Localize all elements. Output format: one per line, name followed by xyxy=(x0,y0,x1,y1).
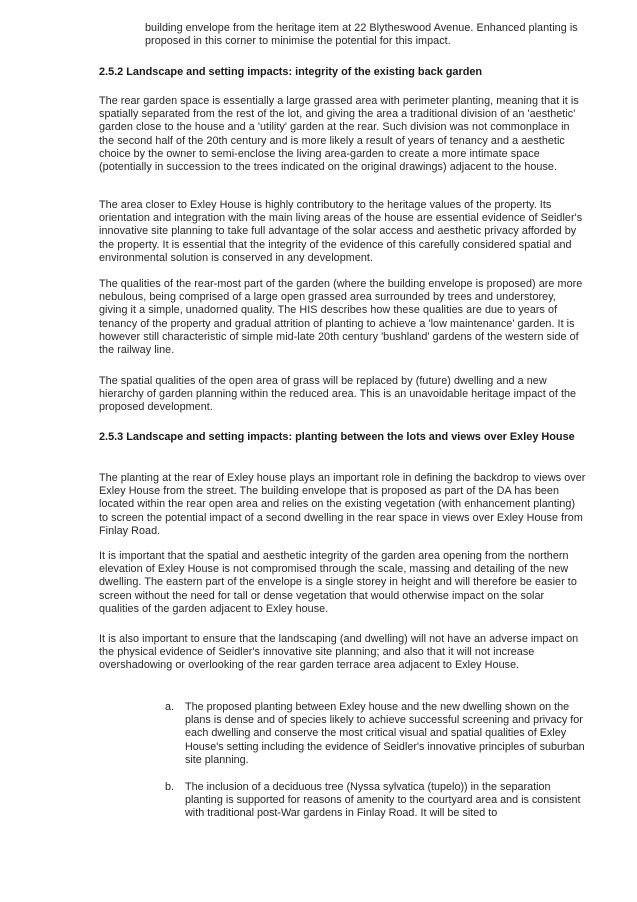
section-2-5-2-paragraph-3: The qualities of the rear-most part of the garden (where the building envelope is proposed) are more nebulous, being comprised of a large open grassed area surrounded by trees and understorey, giving it a simple, unadorned quality. The HIS describes how these qualities are due to years of tenancy of the property and gradual attrition of planting to achieve a 'low maintenance' garden. It is however still characteristic of simple mid-late 20th century 'bushland' gardens of the western side of the railway line. xyxy=(99,278,583,357)
list-item-a xyxy=(165,701,595,767)
section-2-5-3-paragraph-3: It is also important to ensure that the landscaping (and dwelling) will not have an adverse impact on the physical evidence of Seidler's innovative site planning; and also that it will not increase overshadowing or overlooking of the rear garden terrace area adjacent to Exley House. xyxy=(99,633,579,672)
list-item-text: The inclusion of a deciduous tree (Nyssa sylvatica (tupelo)) in the separation planting is supported for reasons of amenity to the courtyard area and is consistent with traditional post-War gardens in Finlay Road. It will be sited to xyxy=(185,781,581,820)
section-2-5-2-paragraph-2: The area closer to Exley House is highly contributory to the heritage values of the property. Its orientation and integration with the main living areas of the house are essential evidence of Seidler's innovative site planning to take full advantage of the solar access and aesthetic privacy afforded by the property. It is essential that the integrity of the evidence of this carefully considered spatial and environmental solution is conserved in any development. xyxy=(99,199,583,264)
intro-paragraph: building envelope from the heritage item at 22 Blytheswood Avenue. Enhanced planting is proposed in this corner to minimise the potential for this impact. xyxy=(145,22,578,48)
section-2-5-3-paragraph-1: The planting at the rear of Exley house plays an important role in defining the backdrop to views over Exley House from the street. The building envelope that is proposed as part of the DA has been located within the rear open area and relies on the existing vegetation (with enhancement planting) to screen the potential impact of a second dwelling in the rear space in views over Exley House from Finlay Road. xyxy=(99,472,586,537)
list-item-text: The proposed planting between Exley house and the new dwelling shown on the plans is dense and of species likely to achieve successful screening and privacy for each dwelling and conserve the most critical visual and spatial qualities of Exley House's setting including the evidence of Seidler's innovative principles of suburban site planning. xyxy=(185,701,585,766)
list-marker: a. xyxy=(165,701,175,713)
section-2-5-2-heading: 2.5.2 Landscape and setting impacts: integrity of the existing back garden xyxy=(99,66,483,78)
section-2-5-3-paragraph-2: It is important that the spatial and aesthetic integrity of the garden area opening from the northern elevation of Exley House is not compromised through the scale, massing and detailing of the new dwelling. The eastern part of the envelope is a single storey in height and will therefore be easier to screen without the need for tall or dense vegetation that would otherwise impact on the solar qualities of the garden adjacent to Exley house. xyxy=(99,550,577,615)
section-2-5-2-paragraph-1: The rear garden space is essentially a large grassed area with perimeter planting, meaning that it is spatially separated from the rest of the lot, and giving the area a traditional division of an 'aesthetic' garden close to the house and a 'utility' garden at the rear. Such division was not commonplace in the second half of the 20th century and is more likely a result of years of tenancy and a aesthetic choice by the owner to semi-enclose the living area-garden to create a more intimate space (potentially in succession to the trees indicated on the original drawings) adjacent to the house. xyxy=(99,95,579,174)
list-item-b xyxy=(165,781,595,835)
section-2-5-3-heading: 2.5.3 Landscape and setting impacts: planting between the lots and views over Exley House xyxy=(99,431,575,443)
section-2-5-2-paragraph-4: The spatial qualities of the open area of grass will be replaced by (future) dwelling and a new hierarchy of garden planning within the reduced area. This is an unavoidable heritage impact of the proposed development. xyxy=(99,375,577,414)
list-marker: b. xyxy=(165,781,175,793)
